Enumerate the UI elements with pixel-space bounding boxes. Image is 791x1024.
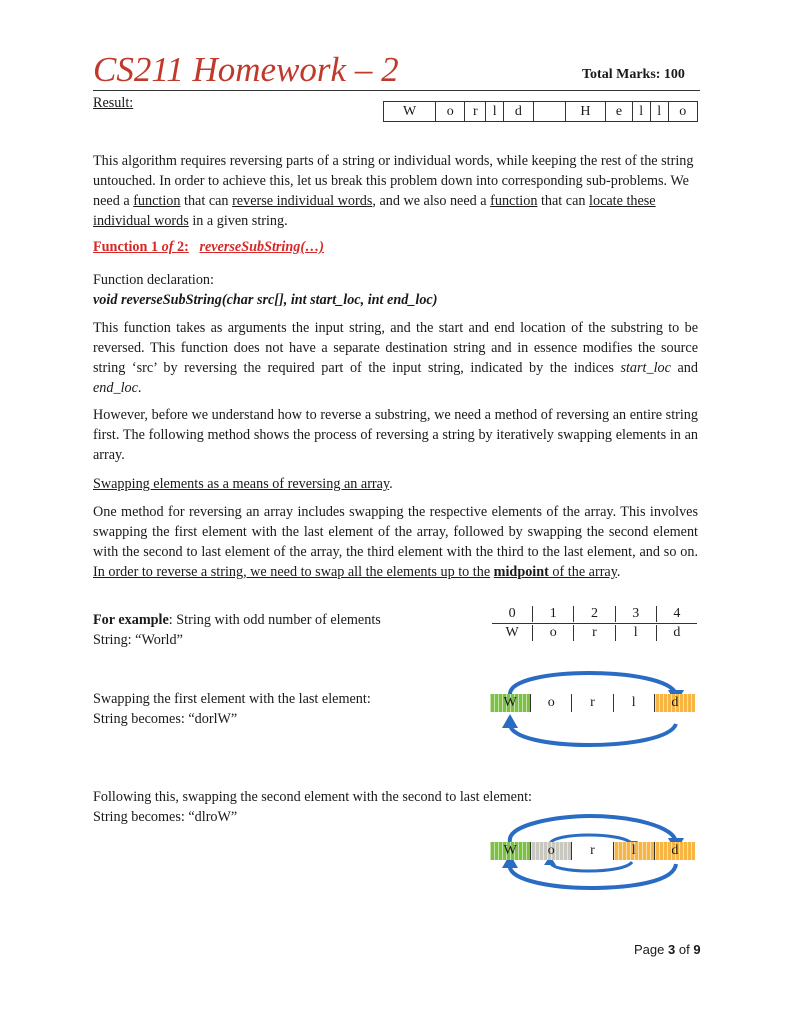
result-cell: W	[384, 102, 436, 122]
index-cell: 4	[656, 606, 697, 622]
step1-text: Swapping the first element with the last element: String becomes: “dorlW”	[93, 691, 371, 727]
result-table	[383, 101, 698, 122]
total-marks: Total Marks: 100	[582, 67, 685, 82]
swap-cell: d	[654, 842, 695, 860]
letter-cell: W	[505, 625, 519, 640]
swap-cell: d	[654, 694, 695, 712]
example-heading: For example: String with odd number of elements String: “World”	[93, 612, 381, 648]
swap-cell: l	[613, 694, 654, 712]
result-cell: o	[436, 102, 465, 122]
reversal-intro: However, before we understand how to reverse a substring, we need a method of reversing an entire string first. The following method shows the process of reversing a string by iteratively swapping elements in an array.	[93, 407, 698, 463]
index-cell: 1	[532, 606, 573, 622]
function-description: This function takes as arguments the input string, and the start and end location of the substring to be reversed. This function does not have a separate destination string and in essence modifies the source string ‘src’ by reversing the required part of the input string, indicated by the indices start_loc and end_loc.	[93, 320, 698, 396]
result-cell	[533, 102, 565, 122]
swap-cell: l	[613, 842, 654, 860]
swap-row-2	[490, 842, 695, 860]
swap-arrow-bottom	[510, 724, 676, 745]
index-cell: 3	[615, 606, 656, 622]
inner-arrow-bottom	[550, 862, 632, 871]
swap-cell: o	[530, 842, 571, 860]
step2-text: Following this, swapping the second element with the second to last element: String becomes: “dlroW”	[93, 789, 532, 825]
letter-cell: d	[656, 625, 697, 641]
swap-heading: Swapping elements as a means of reversing an array.	[93, 476, 393, 492]
letter-cell: o	[532, 625, 573, 641]
result-label: Result:	[93, 95, 134, 111]
swap-cell: r	[571, 694, 612, 712]
result-cell: l	[486, 102, 504, 122]
swap-cell: o	[530, 694, 571, 712]
result-cell: e	[606, 102, 632, 122]
header-divider	[93, 90, 700, 91]
swap-description: One method for reversing an array includes swapping the respective elements of the array. This involves swapping the first element with the last element of the array, followed by swapping the second element with the second to last element of the array, the third element with the third to the last element, and so on. In order to reverse a string, we need to swap all the elements up to the midpoint of the array.	[93, 504, 698, 580]
swap-cell: r	[571, 842, 612, 860]
result-cell: l	[650, 102, 668, 122]
swap-cell: W	[490, 694, 530, 712]
swap-arrow-top	[510, 673, 676, 694]
function-heading: Function 1 of 2: reverseSubString(…)	[93, 239, 324, 255]
page-number: Page 3 of 9	[634, 942, 701, 957]
result-cell: H	[565, 102, 606, 122]
index-cell: 2	[573, 606, 614, 622]
result-cell: r	[465, 102, 486, 122]
swap-row-1	[490, 694, 695, 712]
letter-cell: r	[573, 625, 614, 641]
index-table	[492, 605, 697, 642]
document-title: CS211 Homework – 2	[93, 50, 399, 89]
declaration-label: Function declaration:	[93, 272, 214, 288]
outer-arrow-bottom	[510, 864, 676, 888]
index-cell: 0	[508, 606, 516, 621]
arrowhead	[502, 714, 518, 728]
function-signature: void reverseSubString(char src[], int start_loc, int end_loc)	[93, 292, 438, 308]
intro-paragraph: This algorithm requires reversing parts of a string or individual words, while keeping the rest of the string untouched. In order to achieve this, let us break this problem down into corresponding sub-problems. We need a function that can reverse individual words, and we also need a function that can locate these individual words in a given string.	[93, 153, 694, 229]
result-cell: l	[632, 102, 650, 122]
result-cell: o	[668, 102, 697, 122]
result-cell: d	[504, 102, 533, 122]
letter-cell: l	[615, 625, 656, 641]
outer-arrow-top	[510, 816, 676, 842]
swap-cell: W	[490, 842, 530, 860]
